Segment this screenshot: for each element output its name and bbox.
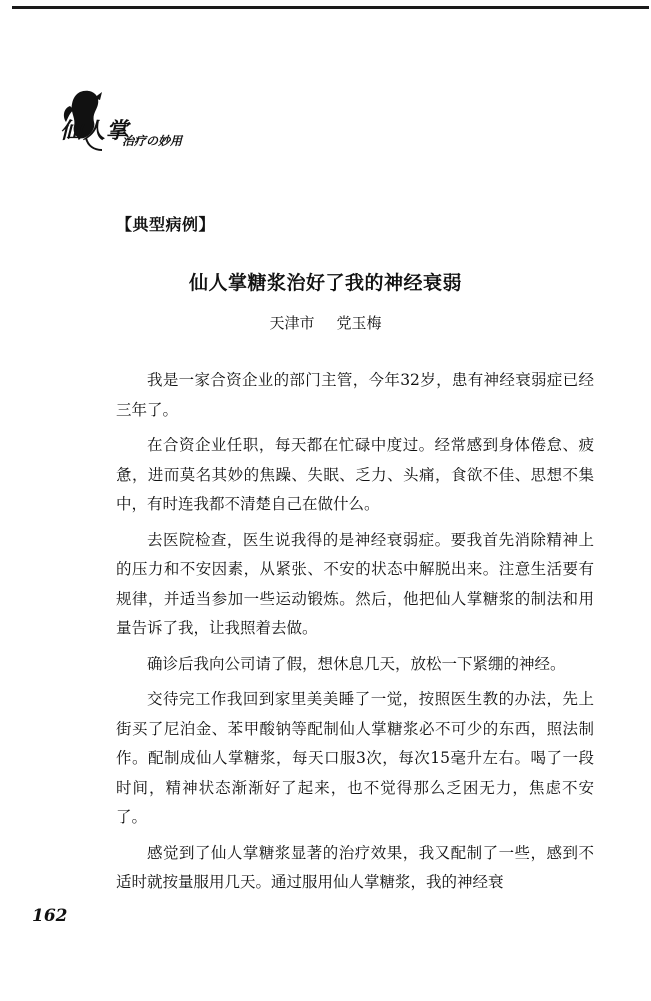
- article-title: 仙人掌糖浆治好了我的神经衰弱: [188, 272, 462, 294]
- header-logo: [50, 88, 240, 158]
- paragraph: 感觉到了仙人掌糖浆显著的治疗效果，我又配制了一些，感到不适时就按量服用几天。通过服用仙人掌糖浆，我的神经衰: [116, 843, 594, 891]
- paragraph: 我是一家合资企业的部门主管，今年32岁，患有神经衰弱症已经三年了。: [116, 371, 594, 419]
- paragraph: 去医院检查，医生说我得的是神经衰弱症。要我首先消除精神上的压力和不安因素，从紧张、不安的状态中解脱出来。注意生活要有规律，并适当参加一些运动锻炼。然后，他把仙人掌糖浆的制法和用量告诉了我，让我照着去做。: [116, 530, 594, 637]
- top-rule: [12, 6, 649, 9]
- logo-subtitle: 治疗の妙用: [122, 134, 183, 148]
- page-number: 162: [32, 906, 68, 926]
- author-city: 天津市: [269, 314, 315, 332]
- paragraph: 在合资企业任职，每天都在忙碌中度过。经常感到身体倦怠、疲惫，进而莫名其妙的焦躁、失眠、乏力、头痛，食欲不佳、思想不集中，有时连我都不清楚自己在做什么。: [116, 436, 594, 513]
- author-name: 党玉梅: [336, 314, 382, 332]
- logo-title: 仙人掌: [60, 119, 130, 144]
- paragraph: 交待完工作我回到家里美美睡了一觉，按照医生教的办法，先上街买了尼泊金、苯甲酸钠等配制仙人掌糖浆必不可少的东西，照法制作。配制成仙人掌糖浆，每天口服3次，每次15毫升左右。喝了一段时间，精神状态渐渐好了起来，也不觉得那么乏困无力，焦虑不安了。: [116, 690, 594, 826]
- byline: [0, 312, 651, 333]
- section-tag: 【典型病例】: [116, 215, 216, 234]
- paragraph: 确诊后我向公司请了假，想休息几天，放松一下紧绷的神经。: [147, 654, 566, 673]
- article-body: [116, 366, 594, 904]
